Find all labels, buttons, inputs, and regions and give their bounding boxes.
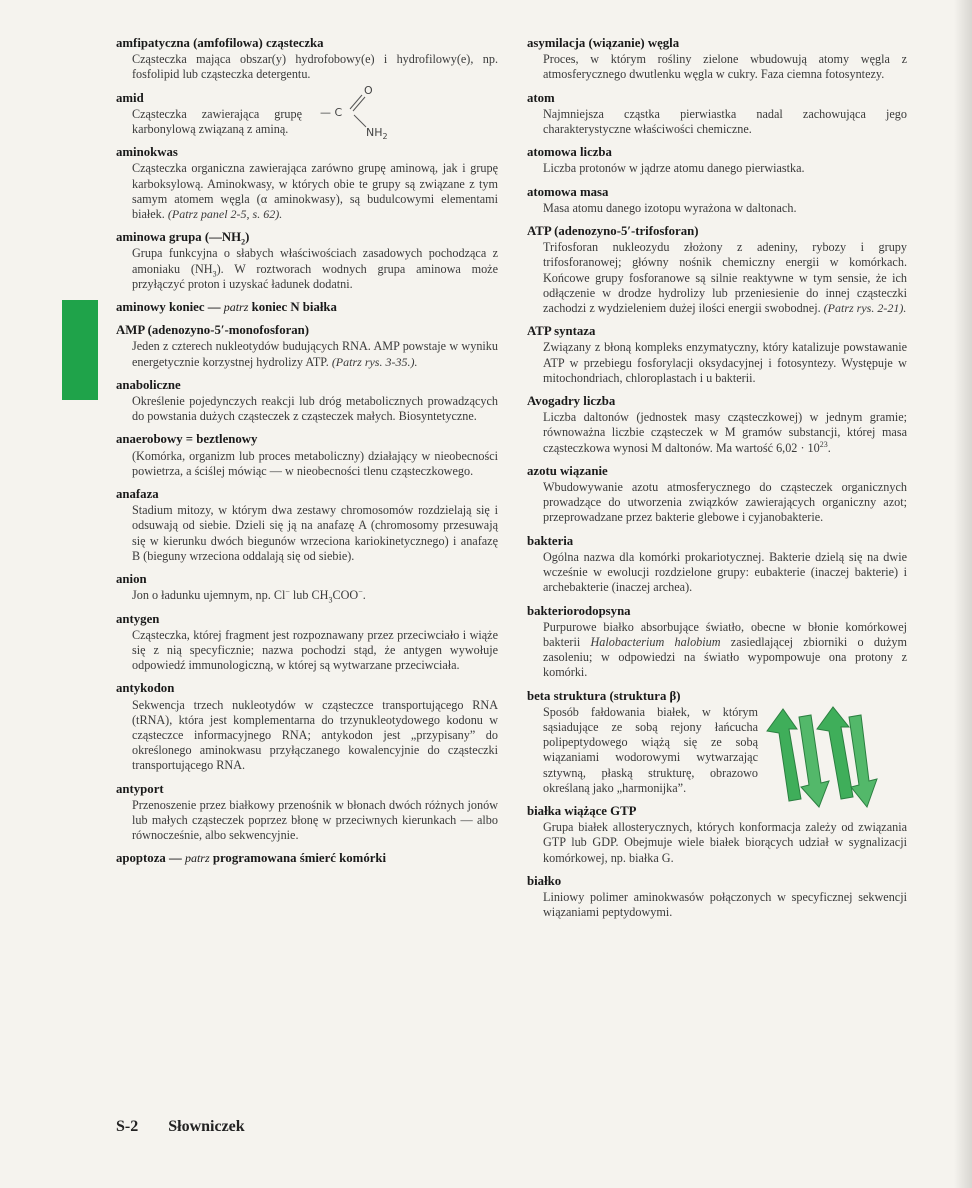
entry-definition: Jeden z czterech nukleotydów budujących RNA. AMP powstaje w wyniku energetycznie korzystnej hydrolizy ATP. (Patrz rys. 3-35.).	[132, 339, 498, 369]
entry-term: anaboliczne	[116, 377, 181, 392]
page-number: S-2	[116, 1118, 139, 1135]
entry-definition: Purpurowe białko absorbujące światło, obecne w błonie komórkowej bakterii Halobacterium halobium zasiedlającej zbiorniki o dużym zasoleniu; w odpowiedzi na światło wypompowuje ona protony z komórki.	[543, 619, 907, 680]
entry-term: amid	[116, 90, 144, 105]
entry-definition: (Komórka, organizm lub proces metaboliczny) działający w nieobecności powietrza, a ściślej mówiąc — w nieobecności tlenu cząsteczkowego.	[132, 448, 498, 478]
glossary-entry	[116, 230, 498, 292]
entry-term: antygen	[116, 611, 160, 626]
entry-definition: Związany z błoną kompleks enzymatyczny, który katalizuje powstawanie ATP w przebiegu fosforylacji oksydacyjnej i fotosyntezy. Występuje w mitochondriach, chloroplastach i u bakterii.	[543, 340, 907, 385]
entry-term: bakteria	[527, 533, 574, 548]
entry-term: amfipatyczna (amfofilowa) cząsteczka	[116, 36, 324, 50]
formula-oxygen: O	[364, 83, 373, 97]
entry-term: anaerobowy = beztlenowy	[116, 432, 258, 447]
glossary-entry	[116, 36, 498, 83]
entry-term: anion	[116, 572, 147, 587]
entry-term: anafaza	[116, 487, 159, 502]
entry-term: antyport	[116, 781, 164, 796]
glossary-entry	[527, 145, 907, 176]
entry-term: asymilacja (wiązanie) węgla	[527, 36, 680, 50]
glossary-entry	[116, 145, 498, 222]
entry-term: białka wiążące GTP	[527, 803, 637, 818]
entry-term: aminowa grupa $(—NH_2)$	[116, 230, 250, 247]
glossary-entry	[116, 681, 498, 773]
glossary-entry	[116, 378, 498, 425]
glossary-entry	[116, 851, 498, 866]
page-edge-shadow	[954, 0, 972, 1188]
entry-definition: Cząsteczka organiczna zawierająca zarówno grupę aminową, jak i grupę karboksylową. Aminokwasy, w których obie te grupy są związane z tym samym atomem węgla (α aminokwasy), są budulcowymi elementami białek. (Patrz panel 2-5, s. 62).	[132, 161, 498, 222]
formula-carbon: — C	[320, 105, 343, 119]
entry-term: apoptoza — patrz programowana śmierć komórki	[116, 851, 387, 866]
glossary-entry	[116, 487, 498, 564]
glossary-entry	[527, 464, 907, 526]
glossary-entry	[116, 323, 498, 370]
section-title: Słowniczek	[168, 1118, 245, 1135]
cross-reference: (Patrz rys. 3-35.).	[331, 354, 418, 369]
page-footer	[116, 1118, 245, 1136]
entry-definition: Ogólna nazwa dla komórki prokariotycznej. Bakterie dzielą się na dwie wcześnie w ewolucji rozdzielone grupy: eubakterie (inaczej bakterie) i archebakterie (inaczej archea).	[543, 549, 907, 595]
glossary-column-left	[116, 36, 498, 875]
glossary-entry	[116, 83, 498, 141]
entry-term: atomowa liczba	[527, 145, 612, 160]
entry-definition: Cząsteczka zawierająca grupę karbonylową związaną z aminą.	[132, 106, 302, 137]
glossary-entry	[116, 572, 498, 603]
cross-reference: patrz	[184, 851, 210, 866]
glossary-entry	[527, 36, 907, 83]
cross-reference: (Patrz rys. 2-21).	[823, 301, 907, 316]
glossary-entry	[527, 224, 907, 316]
beta-strand-arrow-down	[849, 715, 877, 807]
glossary-entry	[527, 689, 907, 796]
entry-term: azotu wiązanie	[527, 463, 608, 478]
glossary-entry	[527, 394, 907, 456]
glossary-entry	[527, 324, 907, 386]
glossary-entry	[116, 782, 498, 844]
beta-sheet-arrows-illustration	[757, 703, 887, 815]
glossary-entry	[527, 604, 907, 681]
entry-term: AMP (adenozyno-5′-monofosforan)	[116, 323, 310, 338]
entry-definition: Cząsteczka mająca obszar(y) hydrofobowy(e) i hydrofilowy(e), np. fosfolipid lub cząsteczka detergentu.	[132, 52, 498, 82]
cross-reference: patrz	[223, 300, 249, 315]
glossary-entry	[527, 534, 907, 596]
entry-term: Avogadry liczba	[527, 394, 616, 409]
glossary-entry	[116, 432, 498, 479]
beta-strand-arrow-up	[767, 709, 801, 801]
section-tab-marker	[62, 300, 98, 400]
entry-definition: Liczba daltonów (jednostek masy cząsteczkowej) w jednym gramie; równoważna liczbie cząsteczek w M gramów substancji, której masa cząsteczkowa wynosi M daltonów. Ma wartość $6,02 \cdot 10^{23}$.	[543, 410, 907, 455]
amide-formula-diagram	[314, 81, 394, 141]
entry-term: beta struktura (struktura β)	[527, 688, 681, 703]
entry-term: antykodon	[116, 681, 175, 696]
entry-term: bakteriorodopsyna	[527, 603, 631, 618]
entry-term: białko	[527, 873, 562, 888]
entry-definition: Liniowy polimer aminokwasów połączonych w specyficznej sekwencji wiązaniami peptydowymi.	[543, 889, 907, 920]
glossary-entry	[116, 612, 498, 674]
entry-definition: Liczba protonów w jądrze atomu danego pierwiastka.	[543, 161, 805, 176]
entry-definition: Grupa funkcyjna o słabych właściwościach zasadowych pochodząca z amoniaku $(NH_3)$. W roztworach wodnych grupa aminowa może przyłączyć proton i uzyskać ładunek dodatni.	[132, 246, 498, 291]
entry-term: aminokwas	[116, 145, 178, 160]
cross-reference: (Patrz panel 2-5, s. 62).	[167, 207, 283, 222]
entry-definition: Cząsteczka, której fragment jest rozpoznawany przez przeciwciało i wiąże się z nią specyficznie; nazwa pochodzi stąd, że antygen wywołuje odpowiedź immunologiczną, w której są wytwarzane przeciwciała.	[132, 627, 498, 673]
entry-definition: Grupa białek allosterycznych, których konformacja zależy od związania GTP lub GDP. Obejmuje wiele białek biorących udział w sygnalizacji komórkowej, np. białka G.	[543, 820, 907, 865]
entry-definition: Jon o ładunku ujemnym, np. Cl− lub $CH_3COO^-$.	[132, 587, 366, 605]
entry-definition: Najmniejsza cząstka pierwiastka nadal zachowująca jego charakterystyczne właściwości chemiczne.	[543, 106, 907, 137]
entry-term: atom	[527, 90, 555, 105]
entry-term: ATP (adenozyno-5′-trifosforan)	[527, 224, 699, 239]
entry-term: aminowy koniec — patrz koniec N białka	[116, 300, 337, 315]
entry-definition: Przenoszenie przez białkowy przenośnik w błonach dwóch różnych jonów lub małych cząsteczek poprzez błonę w przeciwnych kierunkach — albo równocześnie, albo sekwencyjnie.	[132, 797, 498, 843]
glossary-entry	[527, 91, 907, 138]
entry-term: atomowa masa	[527, 184, 609, 199]
formula-amine: $NH_2$	[366, 125, 388, 141]
entry-definition: Sposób fałdowania białek, w którym sąsiadujące ze sobą rejony łańcucha polipeptydowego wiążą się ze sobą wiązaniami wodorowymi wytwarzając sztywną, płaską strukturę, obrazowo określaną jako „harmonijka”.	[543, 704, 758, 795]
entry-definition: Trifosforan nukleozydu złożony z adeniny, rybozy i grupy trifosforanowej; główny nośnik chemiczny energii w komórkach. Końcowe grupy fosforanowe są silnie reaktywne w tym sensie, że ich odłączenie w drodze hydrolizy lub przeniesienie do innej cząsteczki zachodzi z wydzieleniem dużej ilości energii swobodnej. (Patrz rys. 2-21).	[543, 240, 907, 316]
glossary-column-right	[527, 36, 907, 928]
entry-definition: Wbudowywanie azotu atmosferycznego do cząsteczek organicznych prowadzące do utworzenia związków zawierających organiczny azot; przeprowadzane przez bakterie glebowe i cyjanobakterie.	[543, 480, 907, 525]
glossary-entry	[116, 300, 498, 315]
entry-definition: Stadium mitozy, w którym dwa zestawy chromosomów rozdzielają się i odsuwają od siebie. Dzieli się ją na anafazę A (chromosomy przesuwają się w kierunku dwóch biegunów wrzeciona kariokinetycznego) i anafazę B (bieguny wrzeciona oddalają się od siebie).	[132, 503, 498, 563]
entry-term: ATP syntaza	[527, 324, 596, 339]
entry-definition: Określenie pojedynczych reakcji lub dróg metabolicznych prowadzących do powstania dużych cząsteczek z cząsteczek małych. Biosyntetyczne.	[132, 394, 498, 424]
entry-definition: Masa atomu danego izotopu wyrażona w daltonach.	[543, 200, 797, 215]
entry-definition: Sekwencja trzech nukleotydów w cząsteczce transportującego RNA (tRNA), która jest komplementarna do trzynukleotydowego kodonu w cząsteczce informacyjnego RNA; antykodon jest „przypisany” do określonego aminokwasu przyłączanego kowalencyjnie do cząsteczki transportującego RNA.	[132, 697, 498, 773]
glossary-entry	[527, 874, 907, 921]
entry-definition: Proces, w którym rośliny zielone wbudowują atomy węgla z atmosferycznego dwutlenku węgla w cukry. Faza ciemna fotosyntezy.	[543, 52, 907, 82]
glossary-entry	[527, 185, 907, 216]
